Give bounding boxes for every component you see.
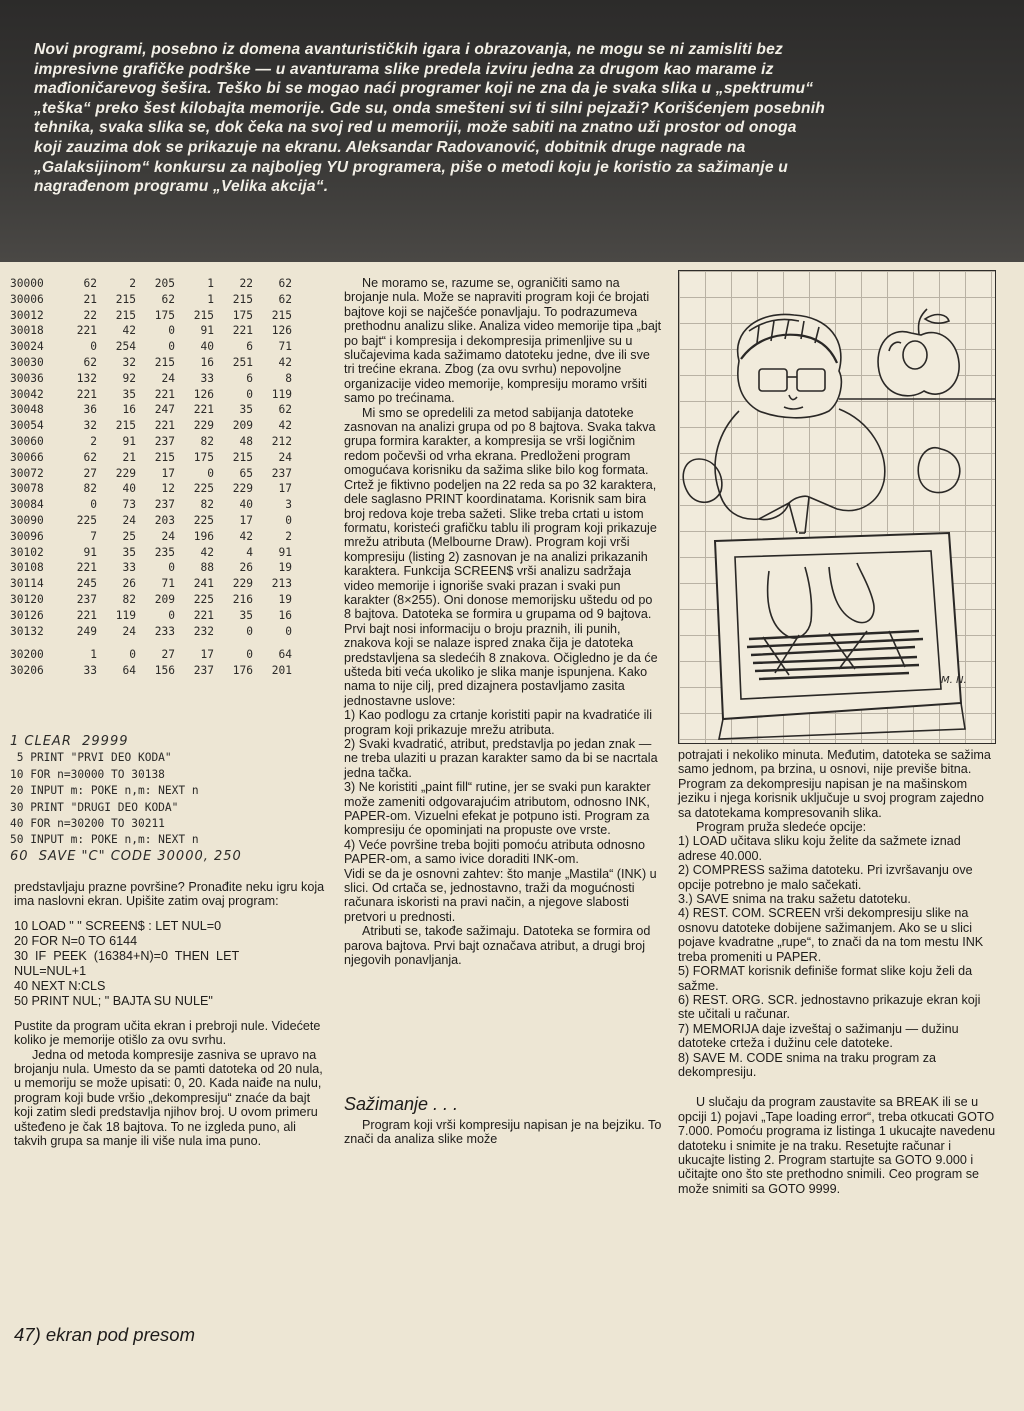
listing-value: 229	[115, 466, 136, 480]
listing-value: 33	[122, 561, 136, 575]
list-item: 2) Svaki kvadratić, atribut, predstavlja po jedan znak — ne treba ulaziti u prazan karakter samo da bi se nacrtala jedna tačka.	[344, 737, 658, 780]
listing-value: 3	[285, 498, 292, 512]
listing-value: 62	[278, 277, 292, 290]
listing-value: 40	[239, 498, 253, 512]
listing-row	[10, 450, 310, 466]
listing-address: 30120	[10, 592, 44, 606]
option-item: 4) REST. COM. SCREEN vrši dekompresiju slike na osnovu datoteke dobijene sažimanjem. Ako se u slici pojave kvadratne „rupe“, to znači da na tom mestu INK treba promeniti u PAPER.	[678, 906, 984, 964]
listing-value: 21	[122, 450, 136, 464]
listing-address: 30048	[10, 403, 44, 417]
listing-address: 30024	[10, 340, 44, 354]
listing-address: 30042	[10, 387, 44, 401]
listing-value: 225	[76, 513, 97, 527]
listing-row	[10, 434, 310, 450]
listing-value: 17	[239, 513, 253, 527]
illustration	[678, 270, 996, 744]
listing-value: 16	[200, 355, 214, 369]
listing-address: 30006	[10, 292, 44, 306]
basic-line: 50 INPUT m: POKE n,m: NEXT n	[10, 833, 199, 847]
listing-value: 245	[76, 577, 97, 591]
listing-value: 254	[115, 340, 136, 354]
listing-value: 221	[154, 419, 175, 433]
listing-value: 26	[239, 561, 253, 575]
listing-value: 4	[246, 545, 253, 559]
listing-value: 209	[154, 592, 175, 606]
listing-address: 30126	[10, 608, 44, 622]
listing-value: 2	[90, 434, 97, 448]
listing-value: 215	[154, 450, 175, 464]
listing-address: 30030	[10, 355, 44, 369]
listing-value: 215	[115, 292, 136, 306]
listing-address: 30102	[10, 545, 44, 559]
paragraph: Vidi se da je osnovni zahtev: što manje „Mastila“ (INK) u slici. Od crtača se, jednostavno, traži da mogućnosti računara iskoristi na pravi način, a njegove slabosti pretvori u prednosti.	[344, 866, 657, 924]
listing-value: 62	[278, 292, 292, 306]
listing-value: 0	[90, 340, 97, 354]
listing-value: 22	[83, 308, 97, 322]
listing-address: 30090	[10, 513, 44, 527]
listing-value: 42	[122, 324, 136, 338]
paragraph: Ne moramo se, razume se, ograničiti samo na brojanje nula. Može se napraviti program koji će brojati bajtove koji se najčešće ponavljaju. To podrazumeva prethodnu analizu slike. Analiza video memorije tipa „bajt po bajt“ i kompresija i dekompresija primenljive su u slučajevima kada sažimamo datoteku jedne, dve ili sve tri trećine ekrana. Zbog (za ovu svrhu) nepovoljne organizacije video memorije, kompresiju moramo vršiti samo po trećinama.	[344, 276, 662, 406]
listing-value: 215	[154, 355, 175, 369]
listing-value: 215	[232, 450, 253, 464]
listing-value: 237	[271, 466, 292, 480]
listing-value: 249	[76, 624, 97, 638]
paragraph: Program koji vrši kompresiju napisan je na bejziku. To znači da analiza slike može	[344, 1118, 662, 1147]
listing-value: 233	[154, 624, 175, 638]
listing-value: 62	[278, 403, 292, 417]
basic-line: 5 PRINT "PRVI DEO KODA"	[10, 751, 172, 765]
listing-value: 201	[271, 664, 292, 678]
listing-value: 2	[285, 529, 292, 543]
list-item: 1) Kao podlogu za crtanje koristiti papir na kvadratiće ili program koji prikazuje mrežu atributa.	[344, 708, 653, 737]
code-snippet: 10 LOAD " " SCREEN$ : LET NUL=0 20 FOR N=0 TO 6144 30 IF PEEK (16384+N)=0 THEN LET NUL=NUL+1 40 NEXT N:CLS 50 PRINT NUL; " BAJTA SU NULE"	[14, 918, 240, 1008]
listing-address: 30000	[10, 277, 44, 290]
listing-value: 251	[232, 355, 253, 369]
listing-row	[10, 292, 310, 308]
listing-value: 241	[193, 577, 214, 591]
paragraph: potrajati i nekoliko minuta. Međutim, datoteka se sažima samo jednom, pa brzina, u osnovi, nije previše bitna. Program za dekompresiju napisan je na mašinskom jeziku i njega korisnik uključuje u svoj program zajedno sa datotekama kompresovanih slika.	[678, 748, 991, 820]
listing-value: 0	[168, 340, 175, 354]
listing-value: 35	[239, 608, 253, 622]
listing-row	[10, 276, 310, 292]
listing-value: 132	[76, 371, 97, 385]
listing-value: 0	[168, 324, 175, 338]
listing-row	[10, 371, 310, 387]
article-column-1	[14, 880, 330, 1148]
listing-value: 40	[122, 482, 136, 496]
listing-value: 119	[271, 387, 292, 401]
listing-address: 30054	[10, 419, 44, 433]
listing-value: 92	[122, 371, 136, 385]
listing-value: 237	[154, 434, 175, 448]
listing-value: 7	[90, 529, 97, 543]
listing-value: 64	[122, 664, 136, 678]
listing-value: 0	[207, 466, 214, 480]
listing-value: 62	[83, 450, 97, 464]
paragraph: Mi smo se opredelili za metod sabijanja datoteke zasnovan na analizi grupa od po 8 bajtova. Svaka takva grupa formira karakter, a kompresija se vrši logičnim redom počevši od vrha ekrana. Predloženi program omogućava korisniku da sažima slike bilo kog formata. Crtež je fiktivno podeljen na 22 reda sa po 32 karaktera, dele saglasno PRINT koordinatama. Korisnik sam bira broj redova koje treba sažeti. Slike treba crtati u istom formatu, koristeći grafičku tablu ili program koji prikazuje mrežu atributa (Melbourne Draw). Program koji vrši kompresiju (listing 2) zasnovan je na analizi prikazanih karaktera. Funkcija SCREEN$ vrši analizu sadržaja video memorije i ignoriše svaki prazan i svaki pun karakter (8×255). Oni donose memorijsku uštedu od po 8 bajtova. Datoteka se formira u grupama od 9 bajtova. Prvi bajt nosi informaciju o broju praznih, ili punih, znakova koji se nalaze ispred znaka čija je datoteka predstavljena sa sledećih 8 znakova. Očigledno je da će ušteda biti veća ukoliko je slika manje ispunjena. Kako nama to nije cilj, pred dizajnera postavljamo zasita jednostavne uslove:	[344, 405, 658, 708]
option-item: 6) REST. ORG. SCR. jednostavno prikazuje ekran koji ste učitali u računar.	[678, 992, 981, 1022]
listing-value: 88	[200, 561, 214, 575]
listing-value: 22	[239, 277, 253, 290]
listing-value: 0	[168, 608, 175, 622]
listing-address: 30060	[10, 434, 44, 448]
listing-value: 48	[239, 434, 253, 448]
basic-line: 20 INPUT m: POKE n,m: NEXT n	[10, 784, 199, 798]
illustrator-signature: M. N.	[941, 675, 967, 686]
listing-value: 235	[154, 545, 175, 559]
listing-address: 30108	[10, 561, 44, 575]
listing-value: 1	[90, 648, 97, 662]
listing-value: 82	[122, 592, 136, 606]
listing-value: 209	[232, 419, 253, 433]
listing-value: 17	[161, 466, 175, 480]
listing-value: 175	[193, 450, 214, 464]
listing-value: 1	[207, 292, 214, 306]
listing-row	[10, 608, 310, 624]
listing-value: 237	[76, 592, 97, 606]
listing-row	[10, 339, 310, 355]
listing-row	[10, 624, 310, 640]
option-item: 1) LOAD učitava sliku koju želite da sažmete iznad adrese 40.000.	[678, 834, 961, 863]
paragraph: Atributi se, takođe sažimaju. Datoteka se formira od parova bajtova. Prvi bajt označava atribut, a drugi broj njegovih ponavljanja.	[344, 924, 651, 968]
listing-value: 24	[161, 371, 175, 385]
listing-value: 215	[115, 308, 136, 322]
listing-value: 64	[278, 648, 292, 662]
listing-value: 35	[239, 403, 253, 417]
paragraph: Program pruža sledeće opcije:	[696, 820, 867, 835]
listing-value: 33	[200, 371, 214, 385]
listing-address: 30012	[10, 308, 44, 322]
listing-value: 229	[193, 419, 214, 433]
paragraph: U slučaju da program zaustavite sa BREAK ili se u opciji 1) pojavi „Tape loading error“, treba otkucati GOTO 7.000. Pomoću programa iz listinga 1 ukucajte navedenu datoteku i snimite je na traku. Resetujte računar i ukucajte listing 2. Program startujte sa GOTO 9.000 i učitajte ono što ste prethodno snimili. Ceo program se može snimiti sa GOTO 9999.	[678, 1095, 996, 1196]
listing-value: 221	[76, 387, 97, 401]
listing-value: 216	[232, 592, 253, 606]
listing-value: 62	[83, 355, 97, 369]
listing-row	[10, 545, 310, 561]
listing-value: 126	[271, 324, 292, 338]
listing-value: 215	[271, 308, 292, 322]
listing-address: 30078	[10, 482, 44, 496]
listing-row	[10, 402, 310, 418]
listing-value: 213	[271, 577, 292, 591]
listing-value: 237	[154, 498, 175, 512]
listing-address: 30200	[10, 648, 44, 662]
listing-row	[10, 576, 310, 592]
listing-value: 0	[285, 624, 292, 638]
option-item: 2) COMPRESS sažima datoteku. Pri izvršavanju ove opcije potrebno je malo sačekati.	[678, 863, 973, 892]
listing-value: 175	[232, 308, 253, 322]
listing-value: 16	[122, 403, 136, 417]
listing-row	[10, 647, 310, 663]
listing-row	[10, 560, 310, 576]
listing-value: 21	[83, 292, 97, 306]
listing-address: 30036	[10, 371, 44, 385]
listing-value: 24	[122, 624, 136, 638]
listing-value: 156	[154, 664, 175, 678]
listing-value: 6	[246, 340, 253, 354]
listing-value: 91	[200, 324, 214, 338]
listing-value: 35	[122, 387, 136, 401]
listing-value: 17	[278, 482, 292, 496]
listing-row	[10, 387, 310, 403]
listing-value: 225	[193, 482, 214, 496]
listing-value: 196	[193, 529, 214, 543]
listing-address: 30018	[10, 324, 44, 338]
basic-line: 60 SAVE "C" CODE 30000, 250	[10, 848, 242, 864]
listing-value: 12	[161, 482, 175, 496]
listing-value: 36	[83, 403, 97, 417]
list-item: 3) Ne koristiti „paint fill“ rutine, jer se svaki pun karakter može zameniti odgovarajućim atributom, odnosno INK, PAPER-om. Vizuelni efekat je potpuno isti. Program za kompresiju će opominjati na propuste ove vrste.	[344, 780, 651, 838]
listing-value: 175	[154, 308, 175, 322]
listing-value: 221	[232, 324, 253, 338]
figure-caption: 47) ekran pod presom	[14, 1324, 195, 1345]
listing-value: 42	[278, 355, 292, 369]
listing-value: 27	[161, 648, 175, 662]
article-column-3	[678, 748, 996, 1196]
listing-value: 229	[232, 482, 253, 496]
listing-value: 215	[115, 419, 136, 433]
listing-value: 91	[122, 434, 136, 448]
listing-row	[10, 481, 310, 497]
basic-line: 40 FOR n=30200 TO 30211	[10, 817, 165, 831]
boy-with-computer-drawing	[679, 271, 996, 744]
listing-row	[10, 466, 310, 482]
listing-value: 221	[154, 387, 175, 401]
listing-value: 25	[122, 529, 136, 543]
listing-value: 0	[168, 561, 175, 575]
article-column-2-bottom	[344, 1118, 662, 1147]
listing-address: 30084	[10, 498, 44, 512]
listing-value: 91	[278, 545, 292, 559]
listing-address: 30206	[10, 664, 44, 678]
listing-value: 42	[239, 529, 253, 543]
listing-value: 221	[193, 608, 214, 622]
listing-value: 26	[122, 577, 136, 591]
listing-value: 35	[122, 545, 136, 559]
listing-value: 225	[193, 513, 214, 527]
listing-row	[10, 497, 310, 513]
listing-row	[10, 355, 310, 371]
listing-value: 24	[122, 513, 136, 527]
article-column-2	[344, 276, 662, 968]
listing-value: 24	[278, 450, 292, 464]
listing-value: 2	[129, 277, 136, 290]
listing-value: 62	[161, 292, 175, 306]
option-item: 5) FORMAT korisnik definiše format slike koju želi da sažme.	[678, 964, 973, 993]
listing-value: 215	[232, 292, 253, 306]
listing-row	[10, 663, 310, 679]
listing-value: 221	[76, 324, 97, 338]
listing-value: 42	[200, 545, 214, 559]
listing-address: 30096	[10, 529, 44, 543]
option-item: 7) MEMORIJA daje izveštaj o sažimanju — dužinu datoteke crteža i dužinu cele datoteke.	[678, 1021, 959, 1051]
listing-value: 42	[278, 419, 292, 433]
listing-value: 221	[193, 403, 214, 417]
paragraph: Jedna od metoda kompresije zasniva se upravo na brojanju nula. Umesto da se pamti datoteka od 20 nula, u memoriju se može upisati: 0, 20. Kada naiđe na nulu, program koji bude vršio „dekompresiju“ znaće da bajt koji zatim sledi predstavlja njihov broj. U ovom primeru ušteđeno je čak 18 bajtova. To ne izgleda puno, ali takvih grupa sa manje ili više nula ima puno.	[14, 1047, 323, 1149]
listing-value: 82	[200, 498, 214, 512]
listing-gap	[10, 639, 310, 647]
listing-row	[10, 323, 310, 339]
listing-row	[10, 308, 310, 324]
listing-row	[10, 529, 310, 545]
listing-value: 229	[232, 577, 253, 591]
intro-text: Novi programi, posebno iz domena avanturističkih igara i obrazovanja, ne mogu se ni zamisliti bez impresivne grafičke podrške — u avanturama slike predela izviru jedna za drugom kao marame iz mađioničarevog šešira. Teško bi se mogao naći programer koji ne zna da je svaka slika u „spektrumu“ „teška“ preko šest kilobajta memorije. Gde su, onda smešteni svi ti silni pejzaži? Korišćenjem posebnih tehnika, svaka slika se, dok čeka na svoj red u memoriji, može sabiti na znatno uži prostor od onoga koji zauzima dok se prikazuje na ekranu. Aleksandar Radovanović, dobitnik druge nagrade na „Galaksijinom“ konkursu za najboljeg YU programera, piše o metodi koju je koristio za sažimanje u nagrađenom programu „Velika akcija“.	[34, 41, 825, 196]
listing-value: 203	[154, 513, 175, 527]
listing-value: 225	[193, 592, 214, 606]
listing-address: 30114	[10, 577, 44, 591]
listing-value: 40	[200, 340, 214, 354]
intro-banner	[0, 0, 1024, 262]
section-heading: Sažimanje . . .	[344, 1094, 459, 1114]
listing-value: 17	[200, 648, 214, 662]
basic-line: 10 FOR n=30000 TO 30138	[10, 767, 165, 781]
listing-value: 1	[207, 277, 214, 290]
listing-row	[10, 418, 310, 434]
listing-value: 232	[193, 624, 214, 638]
listing-value: 82	[200, 434, 214, 448]
listing-1-basic	[10, 734, 320, 865]
paragraph: Pustite da program učita ekran i prebroji nule. Videćete koliko je memorije otišlo za ovu svrhu.	[14, 1018, 321, 1048]
listing-value: 126	[193, 387, 214, 401]
listing-address: 30132	[10, 624, 44, 638]
listing-value: 73	[122, 498, 136, 512]
listing-value: 237	[193, 664, 214, 678]
listing-value: 212	[271, 434, 292, 448]
listing-value: 0	[246, 387, 253, 401]
listing-value: 32	[83, 419, 97, 433]
listing-value: 221	[76, 561, 97, 575]
listing-value: 91	[83, 545, 97, 559]
option-item: 8) SAVE M. CODE snima na traku program za dekompresiju.	[678, 1050, 937, 1079]
listing-value: 221	[76, 608, 97, 622]
listing-value: 82	[83, 482, 97, 496]
listing-address: 30066	[10, 450, 44, 464]
listing-address: 30072	[10, 466, 44, 480]
listing-value: 32	[122, 355, 136, 369]
listing-value: 205	[154, 277, 175, 290]
listing-row	[10, 513, 310, 529]
listing-value: 71	[278, 340, 292, 354]
listing-value: 119	[115, 608, 136, 622]
listing-value: 24	[161, 529, 175, 543]
listing-value: 33	[83, 664, 97, 678]
listing-value: 65	[239, 466, 253, 480]
listing-value: 27	[83, 466, 97, 480]
listing-value: 71	[161, 577, 175, 591]
paragraph: predstavljaju prazne površine? Pronađite neku igru koja ima naslovni ekran. Upišite zatim ovaj program:	[14, 880, 325, 909]
listing-value: 176	[232, 664, 253, 678]
list-item: 4) Veće površine treba bojiti pomoću atributa odnosno PAPER-om, a samo ivice doraditi INK-om.	[344, 837, 646, 867]
listing-value: 16	[278, 608, 292, 622]
listing-value: 62	[83, 277, 97, 290]
listing-1-data	[10, 276, 310, 679]
listing-value: 19	[278, 592, 292, 606]
listing-value: 0	[90, 498, 97, 512]
basic-line: 30 PRINT "DRUGI DEO KODA"	[10, 800, 179, 814]
listing-value: 0	[246, 648, 253, 662]
listing-value: 8	[285, 371, 292, 385]
option-item: 3.) SAVE snima na traku sažetu datoteku.	[678, 892, 911, 907]
listing-value: 0	[285, 513, 292, 527]
basic-line: 1 CLEAR 29999	[10, 734, 129, 749]
listing-value: 215	[193, 308, 214, 322]
listing-value: 6	[246, 371, 253, 385]
listing-row	[10, 592, 310, 608]
listing-value: 0	[129, 648, 136, 662]
listing-value: 19	[278, 561, 292, 575]
listing-value: 247	[154, 403, 175, 417]
listing-value: 0	[246, 624, 253, 638]
